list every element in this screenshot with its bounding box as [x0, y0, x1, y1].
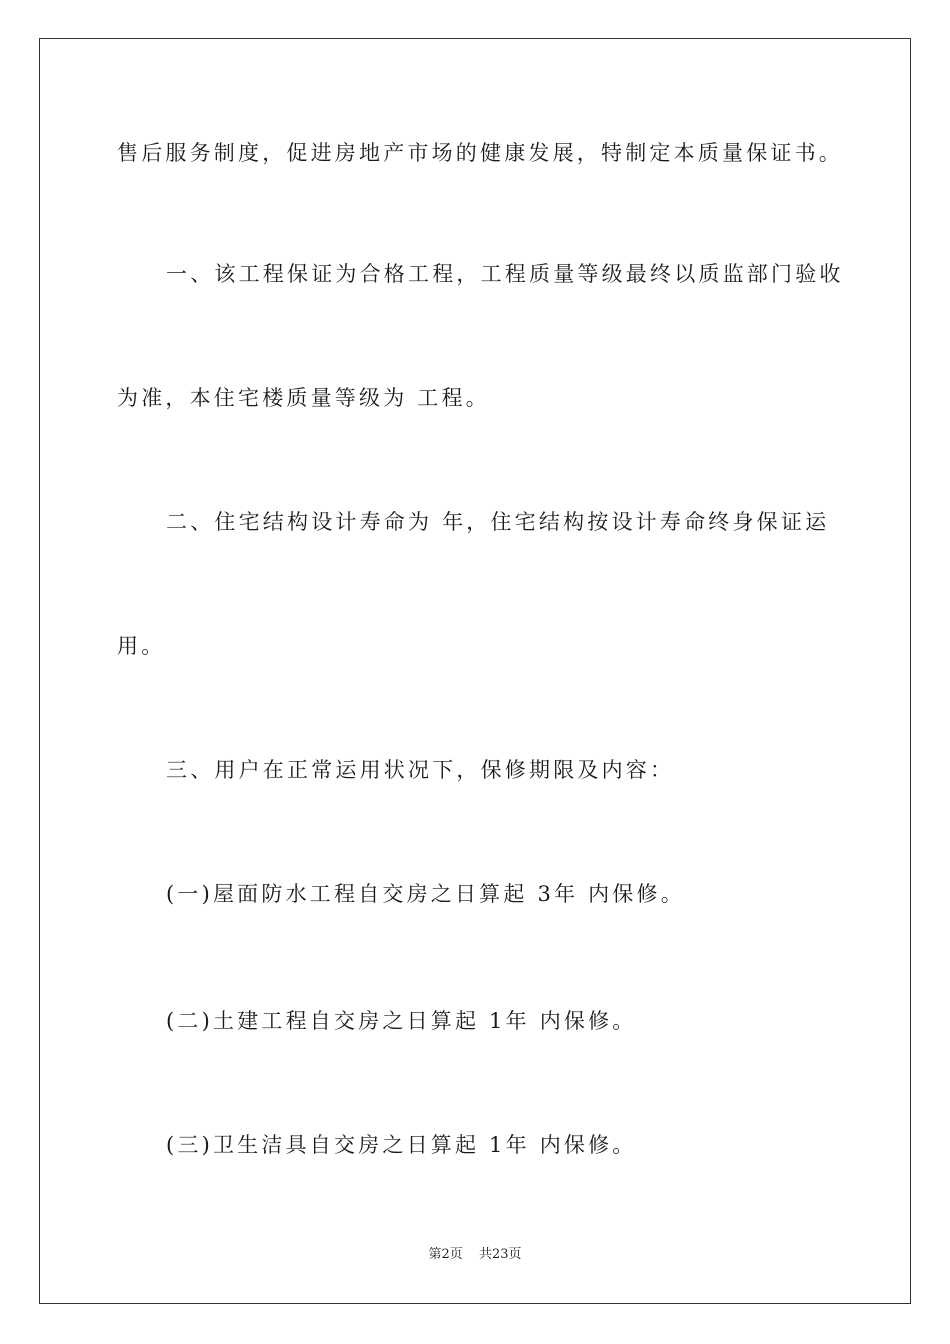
paragraph-line-9: (三)卫生洁具自交房之日算起 1年 内保修。 [166, 1133, 637, 1157]
paragraph-line-3: 为准，本住宅楼质量等级为 工程。 [117, 386, 490, 410]
paragraph-line-6: 三、用户在正常运用状况下，保修期限及内容： [166, 758, 675, 782]
paragraph-line-1: 售后服务制度，促进房地产市场的健康发展，特制定本质量保证书。 [117, 141, 843, 165]
paragraph-line-7: (一)屋面防水工程自交房之日算起 3年 内保修。 [166, 882, 685, 906]
page-number: 第2页 [428, 1247, 463, 1262]
paragraph-line-8: (二)土建工程自交房之日算起 1年 内保修。 [166, 1009, 637, 1033]
page-frame [39, 38, 911, 1304]
paragraph-line-4: 二、住宅结构设计寿命为 年，住宅结构按设计寿命终身保证运 [166, 510, 830, 534]
paragraph-line-5: 用。 [117, 634, 166, 658]
page-total: 共23页 [478, 1247, 522, 1262]
page-footer [0, 1248, 950, 1261]
paragraph-line-2: 一、该工程保证为合格工程，工程质量等级最终以质监部门验收 [166, 262, 844, 286]
